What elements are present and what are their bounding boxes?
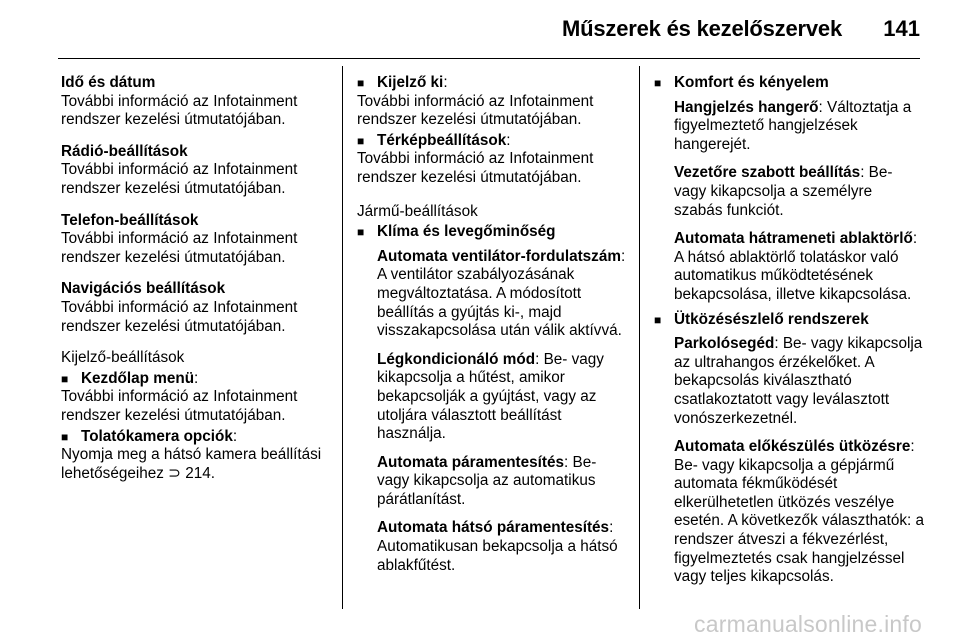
section-body: További információ az Infotainment rendszer kezelési útmutatójában. [61, 92, 298, 129]
setting-item [674, 335, 924, 428]
bullet-colon: : [232, 427, 238, 445]
setting-item [674, 438, 924, 587]
setting-item [377, 248, 629, 341]
setting-term: Automata előkészülés ütközésre [674, 438, 911, 456]
bullet-body: További információ az Infotainment rendszer kezelési útmutatójában. [61, 388, 298, 424]
setting-item [674, 99, 924, 155]
bullet-square-icon: ■ [61, 429, 69, 444]
setting-term: Légkondicionáló mód [377, 350, 536, 368]
setting-text: : Be- vagy kikapcsolja az ultrahangos érzékelőket. A bekapcsolás kiválasztható csatlakoztatott vagy leválasztott vonószerkezetnél. [674, 335, 923, 427]
bullet-home-menu [61, 370, 333, 389]
section-heading: Idő és dátum [61, 74, 156, 91]
bullet-collision-detection [654, 311, 924, 330]
setting-text: : Be- vagy kikapcsolja a hűtést, amikor bekapcsolják a gyújtást, vagy az utoljára választott beállítást használja. [377, 350, 604, 443]
bullet-body: További információ az Infotainment rendszer kezelési útmutatójában. [357, 150, 594, 186]
bullet-body: Nyomja meg a hátsó kamera beállítási lehetőségeihez ⊃ 214. [61, 446, 322, 482]
bullet-square-icon: ■ [61, 371, 69, 386]
bullet-climate-air-quality [357, 223, 629, 242]
column-divider-1 [342, 66, 343, 609]
header-rule [58, 58, 920, 59]
setting-term: Parkolósegéd [674, 335, 775, 353]
setting-item [674, 230, 924, 304]
bullet-colon: : [506, 131, 511, 149]
bullet-square-icon: ■ [357, 225, 365, 240]
setting-text: : Változtatja a figyelmeztető hangjelzések hangerejét. [674, 98, 912, 153]
setting-term: Automata hátrameneti ablaktörlő [674, 230, 913, 248]
setting-term: Hangjelzés hangerő [674, 98, 819, 116]
bullet-square-icon: ■ [654, 312, 662, 327]
page-header [0, 0, 960, 60]
column-2 [357, 74, 629, 575]
bullet-colon: : [194, 369, 199, 387]
setting-item [377, 519, 629, 575]
setting-text: : Be- vagy kikapcsolja a gépjármű automata fékműködését elkerülhetetlen ütközés veszélye esetén. A következők választhatók: a rendszer átveszi a fékvezérlést, figyelmeztetés csak hangjelzéssel vagy teljes kikapcsolás. [674, 438, 925, 586]
section-radio-settings [61, 143, 333, 199]
setting-text: : Be- vagy kikapcsolja a személyre szabás funkciót. [674, 164, 893, 219]
section-body: További információ az Infotainment rendszer kezelési útmutatójában. [61, 298, 298, 335]
section-heading: Rádió-beállítások [61, 142, 188, 160]
section-heading: Navigációs beállítások [61, 280, 226, 298]
comfort-items [674, 99, 924, 305]
section-phone-settings [61, 212, 333, 268]
bullet-term: Kezdőlap menü [81, 369, 195, 387]
bullet-term: Ütközésészlelő rendszerek [674, 310, 869, 328]
setting-term: Automata hátsó páramentesítés [377, 519, 610, 537]
column-1 [61, 74, 333, 483]
setting-item [377, 454, 629, 510]
column-divider-2 [639, 66, 640, 609]
setting-text: : A hátsó ablaktörlő tolatáskor való automatikus működtetésének bekapcsolása, illetve kikapcsolása. [674, 230, 918, 303]
setting-text: : Automatikusan bekapcsolja a hátsó ablakfűtést. [377, 519, 618, 574]
column-3 [654, 74, 924, 587]
setting-text: : Be- vagy kikapcsolja az automatikus párátlanítást. [377, 453, 597, 508]
section-body: További információ az Infotainment rendszer kezelési útmutatójában. [61, 230, 298, 266]
section-time-date [61, 74, 333, 130]
group-heading-vehicle-settings: Jármű-beállítások [357, 202, 478, 220]
section-heading: Telefon-beállítások [61, 211, 199, 229]
bullet-display-off [357, 74, 629, 93]
bullet-term: Komfort és kényelem [674, 74, 829, 91]
section-body: További információ az Infotainment rendszer kezelési útmutatójában. [61, 161, 298, 197]
setting-item [377, 351, 629, 444]
bullet-term: Tolatókamera opciók [81, 427, 233, 445]
setting-term: Automata ventilátor-fordulatszám [377, 247, 621, 265]
bullet-rear-camera-options [61, 428, 333, 447]
bullet-body: További információ az Infotainment rendszer kezelési útmutatójában. [357, 92, 594, 129]
bullet-term: Térképbeállítások [377, 131, 507, 149]
bullet-term: Kijelző ki [377, 74, 444, 91]
bullet-term: Klíma és levegőminőség [377, 223, 556, 241]
climate-items [377, 248, 629, 576]
bullet-square-icon: ■ [357, 133, 365, 148]
setting-term: Vezetőre szabott beállítás [674, 164, 861, 182]
setting-term: Automata páramentesítés [377, 453, 565, 471]
watermark-text: carmanualsonline.info [694, 611, 922, 637]
bullet-comfort-convenience [654, 74, 924, 93]
section-navigation-settings [61, 280, 333, 336]
page-title: Műszerek és kezelőszervek [562, 16, 842, 41]
bullet-square-icon: ■ [357, 76, 365, 90]
bullet-map-settings [357, 132, 629, 151]
group-heading-display-settings: Kijelző-beállítások [61, 349, 185, 367]
collision-items [674, 335, 924, 587]
bullet-square-icon: ■ [654, 76, 662, 90]
page-number: 141 [883, 16, 920, 41]
setting-item [674, 164, 924, 220]
setting-text: : A ventilátor szabályozásának megváltoztatása. A módosított beállítás a gyújtás ki-, majd visszakapcsolása után válik aktívvá. [377, 247, 626, 340]
bullet-colon: : [443, 74, 448, 91]
